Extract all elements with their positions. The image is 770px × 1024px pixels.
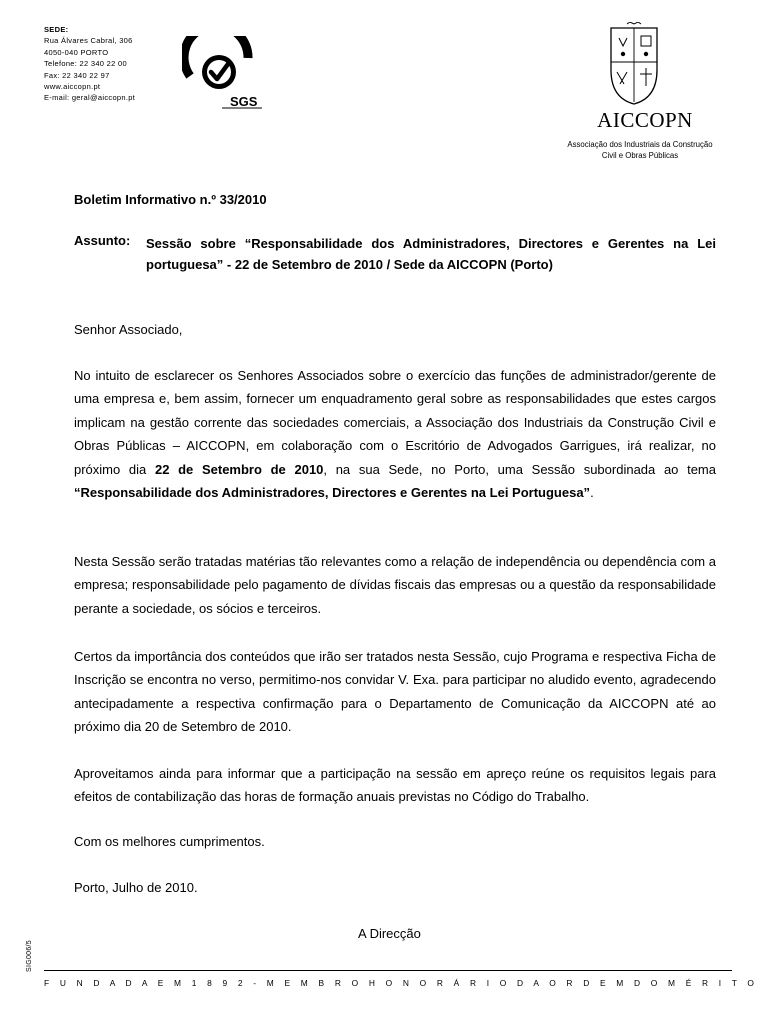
sgs-logo-text: SGS — [230, 94, 258, 109]
paragraph-intro-part1: No intuito de esclarecer os Senhores Associados sobre o exercício das funções de administrador/gerente de uma empresa e, bem assim, fornecer um enquadramento geral sobre as responsabilidades que estes cargos implicam na gestão corrente das sociedades comerciais, a Associação dos Industriais da Construção Civil e Obras Públicas – AICCOPN, em colaboração com o Escritório de Advogados Garrigues, irá realizar, no próximo dia — [74, 368, 716, 477]
bulletin-title: Boletim Informativo n.º 33/2010 — [74, 192, 267, 207]
paragraph-intro — [74, 364, 716, 504]
subject-label: Assunto: — [74, 233, 131, 248]
association-full-name-line1: Associação dos Industriais da Construção — [567, 140, 713, 149]
association-full-name — [540, 139, 740, 161]
contact-phone: Telefone: 22 340 22 00 — [44, 59, 127, 69]
footer-motto: F U N D A D A E M 1 8 9 2 - M E M B R O H O N O R Á R I O D A O R D E M D O M É R I T O — [44, 978, 759, 988]
paragraph-intro-part3: . — [590, 485, 594, 501]
contact-block — [44, 24, 135, 104]
footer-divider — [44, 970, 732, 971]
greeting: Senhor Associado, — [74, 322, 183, 337]
contact-website: www.aiccopn.pt — [44, 82, 101, 92]
document-code: SIG006/5 — [26, 940, 33, 972]
paragraph-invitation: Certos da importância dos conteúdos que irão ser tratados nesta Sessão, cujo Programa e respectiva Ficha de Inscrição se encontra no verso, permitimo-nos convidar V. Exa. para participar no aludido evento, agradecendo antecipadamente a respectiva confirmação para o Departamento de Comunicação da AICCOPN até ao próximo dia 20 de Setembro de 2010. — [74, 649, 716, 735]
subject-text: Sessão sobre “Responsabilidade dos Administradores, Directores e Gerentes na Lei portuguesa” - 22 de Setembro de 2010 / Sede da AICCOPN (Porto) — [146, 236, 716, 272]
contact-postcode: 4050-040 PORTO — [44, 47, 109, 57]
association-full-name-line2: Civil e Obras Públicas — [601, 151, 679, 160]
contact-label: SEDE: — [44, 25, 69, 34]
closing-salutation: Com os melhores cumprimentos. — [74, 834, 265, 849]
event-theme: “Responsabilidade dos Administradores, Directores e Gerentes na Lei Portuguesa” — [74, 485, 591, 501]
event-date: 22 de Setembro de 2010 — [154, 461, 324, 477]
paragraph-training-hours: Aproveitamos ainda para informar que a participação na sessão em apreço reúne os requisitos legais para efeitos de contabilização das horas de formação anuais previstas no Código do Trabalho. — [74, 766, 716, 805]
signature: A Direcção — [358, 926, 421, 941]
sgs-certification-logo — [182, 36, 264, 110]
contact-address: Rua Álvares Cabral, 306 — [44, 36, 133, 46]
contact-fax: Fax: 22 340 22 97 — [44, 70, 110, 80]
association-logo-name: AICCOPN — [597, 108, 693, 132]
contact-email: E-mail: geral@aiccopn.pt — [44, 93, 136, 103]
paragraph-intro-part2: , na sua Sede, no Porto, uma Sessão subordinada ao tema — [323, 461, 716, 477]
aiccopn-crest-icon — [607, 22, 661, 106]
paragraph-topics: Nesta Sessão serão tratadas matérias tão relevantes como a relação de independência ou dependência com a empresa; responsabilidade pelo pagamento de dívidas fiscais das empresas ou a questão da responsabilidade perante a sociedade, os sócios e terceiros. — [74, 554, 716, 616]
place-date: Porto, Julho de 2010. — [74, 880, 198, 895]
